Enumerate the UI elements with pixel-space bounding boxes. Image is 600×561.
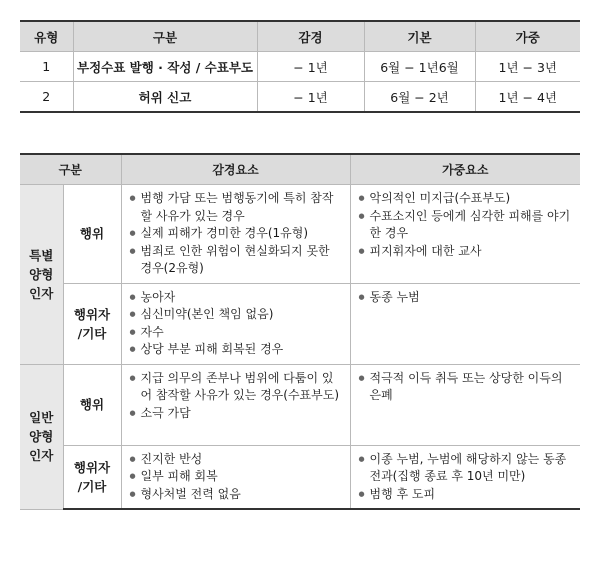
- header-mitigated: 감경: [257, 21, 364, 52]
- cell-basic: 6월 − 1년6월: [364, 52, 475, 82]
- cell-mitigated: − 1년: [257, 82, 364, 113]
- subgroup-label: 행위자 /기타: [63, 445, 121, 509]
- mitigating-cell: [121, 364, 350, 445]
- cell-type: 1: [20, 52, 73, 82]
- table-row: [20, 82, 580, 113]
- list-item: ● 소극 가담: [130, 405, 342, 423]
- cell-aggravated: 1년 − 4년: [475, 82, 580, 113]
- aggravating-cell: [350, 445, 580, 509]
- list-item: ● 상당 부분 피해 회복된 경우: [130, 341, 342, 359]
- aggravating-cell: [350, 283, 580, 364]
- mitigating-cell: [121, 185, 350, 284]
- subgroup-label: 행위: [63, 185, 121, 284]
- list-item: ● 형사처벌 전력 없음: [130, 486, 342, 504]
- list-item: ● 피지휘자에 대한 교사: [359, 243, 573, 261]
- list-item: ● 적극적 이득 취득 또는 상당한 이득의 은폐: [359, 370, 573, 405]
- list-item: ● 실제 피해가 경미한 경우(1유형): [130, 225, 342, 243]
- cell-aggravated: 1년 − 3년: [475, 52, 580, 82]
- cell-category: 허위 신고: [73, 82, 257, 113]
- table-row: [20, 52, 580, 82]
- table-row: [20, 283, 580, 364]
- header-category: 구분: [73, 21, 257, 52]
- mitigating-cell: [121, 445, 350, 509]
- list-item: ● 수표소지인 등에게 심각한 피해를 야기한 경우: [359, 208, 573, 243]
- header-category: 구분: [20, 154, 121, 185]
- list-item: ● 농아자: [130, 289, 342, 307]
- subgroup-label: 행위자 /기타: [63, 283, 121, 364]
- list-item: ● 범죄로 인한 위험이 현실화되지 못한 경우(2유형): [130, 243, 342, 278]
- header-mitigating: 감경요소: [121, 154, 350, 185]
- table-row: [20, 364, 580, 445]
- list-item: ● 동종 누범: [359, 289, 573, 307]
- header-aggravated: 가중: [475, 21, 580, 52]
- list-item: ● 범행 후 도피: [359, 486, 573, 504]
- mitigating-cell: [121, 283, 350, 364]
- aggravating-cell: [350, 185, 580, 284]
- cell-basic: 6월 − 2년: [364, 82, 475, 113]
- sentencing-factors-table: [20, 153, 580, 510]
- subgroup-label: 행위: [63, 364, 121, 445]
- cell-mitigated: − 1년: [257, 52, 364, 82]
- aggravating-cell: [350, 364, 580, 445]
- header-basic: 기본: [364, 21, 475, 52]
- table-row: [20, 445, 580, 509]
- list-item: ● 자수: [130, 324, 342, 342]
- list-item: ● 악의적인 미지급(수표부도): [359, 190, 573, 208]
- header-type: 유형: [20, 21, 73, 52]
- sentencing-range-table: [20, 20, 580, 113]
- list-item: ● 이종 누범, 누범에 해당하지 않는 동종 전과(집행 종료 후 10년 미만): [359, 451, 573, 486]
- header-aggravating: 가중요소: [350, 154, 580, 185]
- table-row: [20, 185, 580, 284]
- list-item: ● 범행 가담 또는 범행동기에 특히 참작할 사유가 있는 경우: [130, 190, 342, 225]
- table-header-row: [20, 154, 580, 185]
- list-item: ● 일부 피해 회복: [130, 468, 342, 486]
- list-item: ● 심신미약(본인 책임 없음): [130, 306, 342, 324]
- table-header-row: [20, 21, 580, 52]
- cell-category: 부정수표 발행 · 작성 / 수표부도: [73, 52, 257, 82]
- group-label-special: 특별 양형 인자: [20, 185, 63, 365]
- list-item: ● 진지한 반성: [130, 451, 342, 469]
- list-item: ● 지급 의무의 존부나 범위에 다툼이 있어 참작할 사유가 있는 경우(수표부도): [130, 370, 342, 405]
- group-label-general: 일반 양형 인자: [20, 364, 63, 509]
- cell-type: 2: [20, 82, 73, 113]
